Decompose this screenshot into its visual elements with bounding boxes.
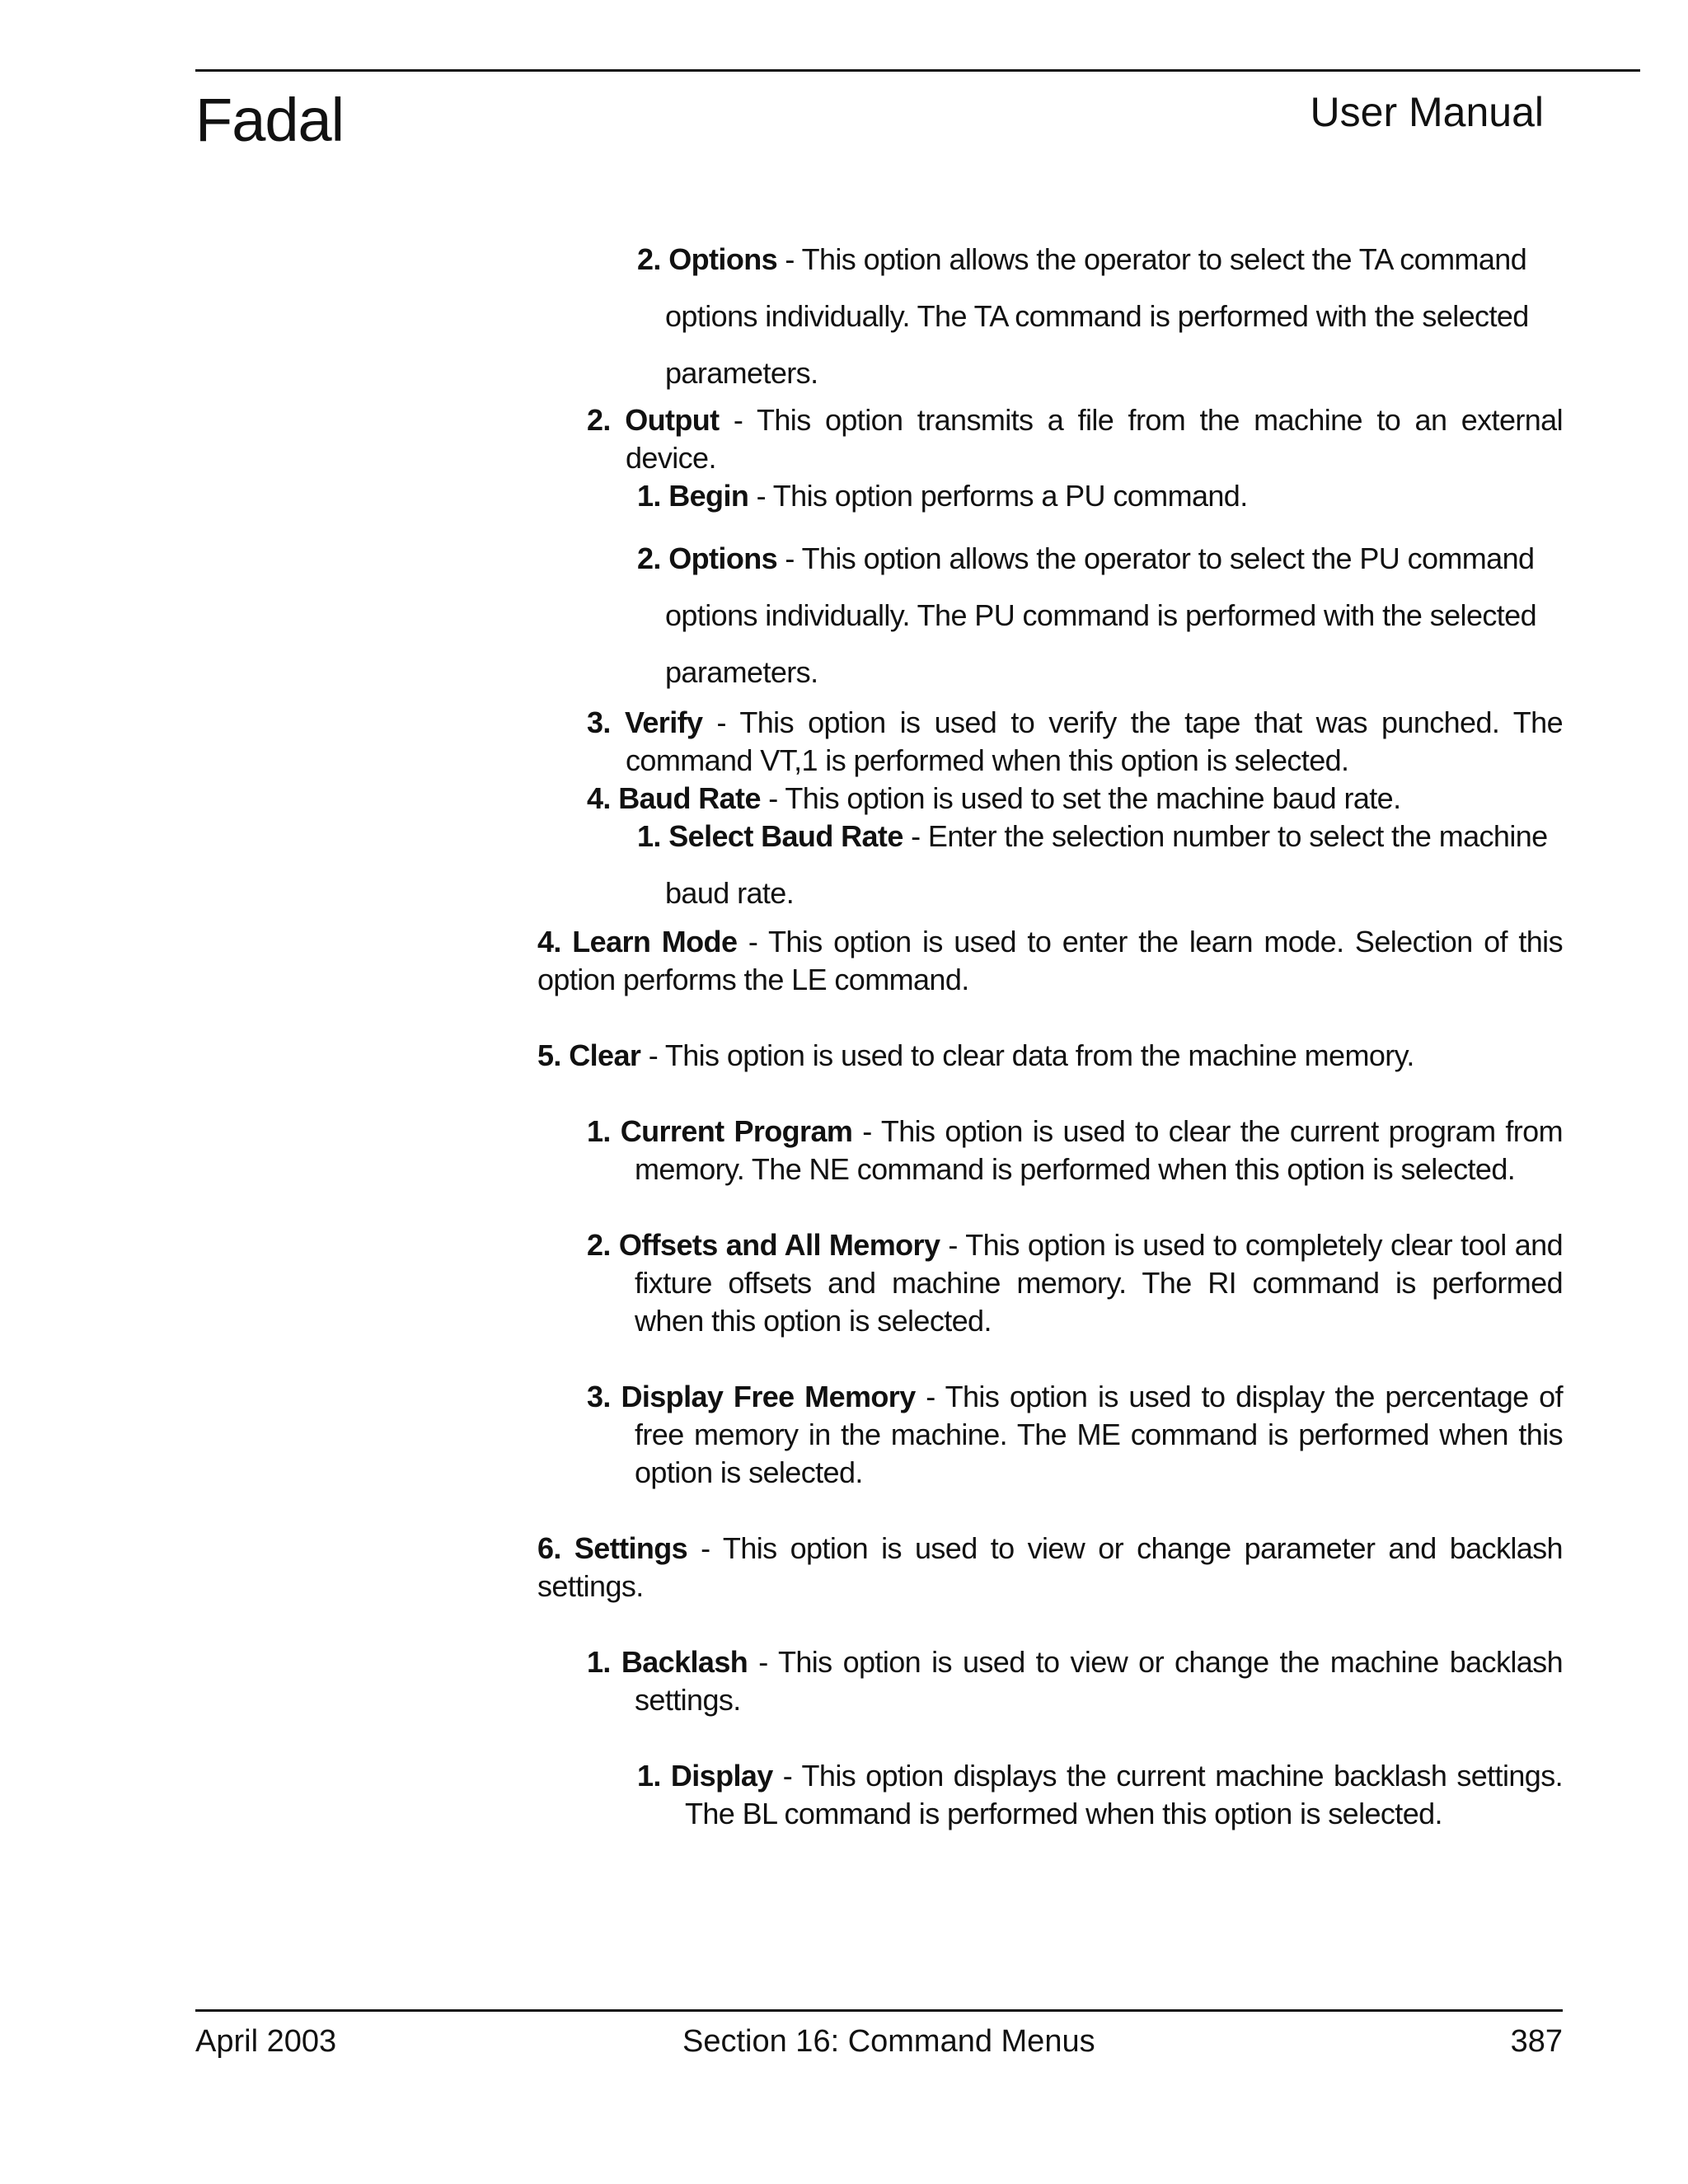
- list-item-learn-mode: 4. Learn Mode - This option is used to enter the learn mode. Selection of this option performs the LE command.: [537, 925, 1563, 996]
- spacer: [537, 1340, 1563, 1378]
- page-content: [537, 231, 1563, 1833]
- list-item-offsets-all-memory: 2. Offsets and All Memory - This option is used to completely clear tool and fixture offsets and machine memory. The RI command is performed when this option is selected.: [587, 1228, 1563, 1338]
- spacer: [537, 1492, 1563, 1530]
- spacer: [537, 1719, 1563, 1757]
- header-rule: [195, 69, 1640, 72]
- list-item-baud-rate: 4. Baud Rate - This option is used to set the machine baud rate.: [587, 781, 1401, 815]
- list-item-begin: 1. Begin - This option performs a PU command.: [637, 479, 1248, 513]
- spacer: [537, 1075, 1563, 1113]
- list-item-backlash: 1. Backlash - This option is used to view or change the machine backlash settings.: [587, 1645, 1563, 1717]
- list-item-display: 1. Display - This option displays the current machine backlash settings. The BL command is performed when this option is selected.: [637, 1759, 1563, 1830]
- document-title: User Manual: [1310, 89, 1544, 135]
- spacer: [537, 999, 1563, 1037]
- list-item-display-free-memory: 3. Display Free Memory - This option is used to display the percentage of free memory in the machine. The ME command is performed when this option is selected.: [587, 1380, 1564, 1489]
- brand-name: Fadal: [195, 86, 345, 154]
- list-item-clear: 5. Clear - This option is used to clear data from the machine memory.: [537, 1038, 1414, 1072]
- list-item-pu-options: 2. Options - This option allows the operator to select the PU command options individually. The PU command is performed with the selected parameters.: [637, 541, 1537, 689]
- spacer: [537, 1605, 1563, 1643]
- list-item-select-baud-rate: 1. Select Baud Rate - Enter the selection number to select the machine baud rate.: [637, 819, 1548, 910]
- footer-date: April 2003: [195, 2024, 337, 2059]
- footer-rule: [195, 2009, 1563, 2012]
- list-item-current-program: 1. Current Program - This option is used to clear the current program from memory. The NE command is performed when this option is selected.: [587, 1114, 1563, 1186]
- list-item-ta-options: 2. Options - This option allows the operator to select the TA command options individually. The TA command is performed with the selected parameters.: [637, 242, 1529, 390]
- footer-section: Section 16: Command Menus: [682, 2024, 1095, 2059]
- list-item-verify: 3. Verify - This option is used to verify the tape that was punched. The command VT,1 is performed when this option is selected.: [587, 705, 1563, 777]
- page-number: 387: [1510, 2024, 1563, 2059]
- list-item-output: 2. Output - This option transmits a file from the machine to an external device.: [587, 403, 1563, 475]
- spacer: [537, 1188, 1563, 1226]
- list-item-settings: 6. Settings - This option is used to view or change parameter and backlash settings.: [537, 1531, 1563, 1603]
